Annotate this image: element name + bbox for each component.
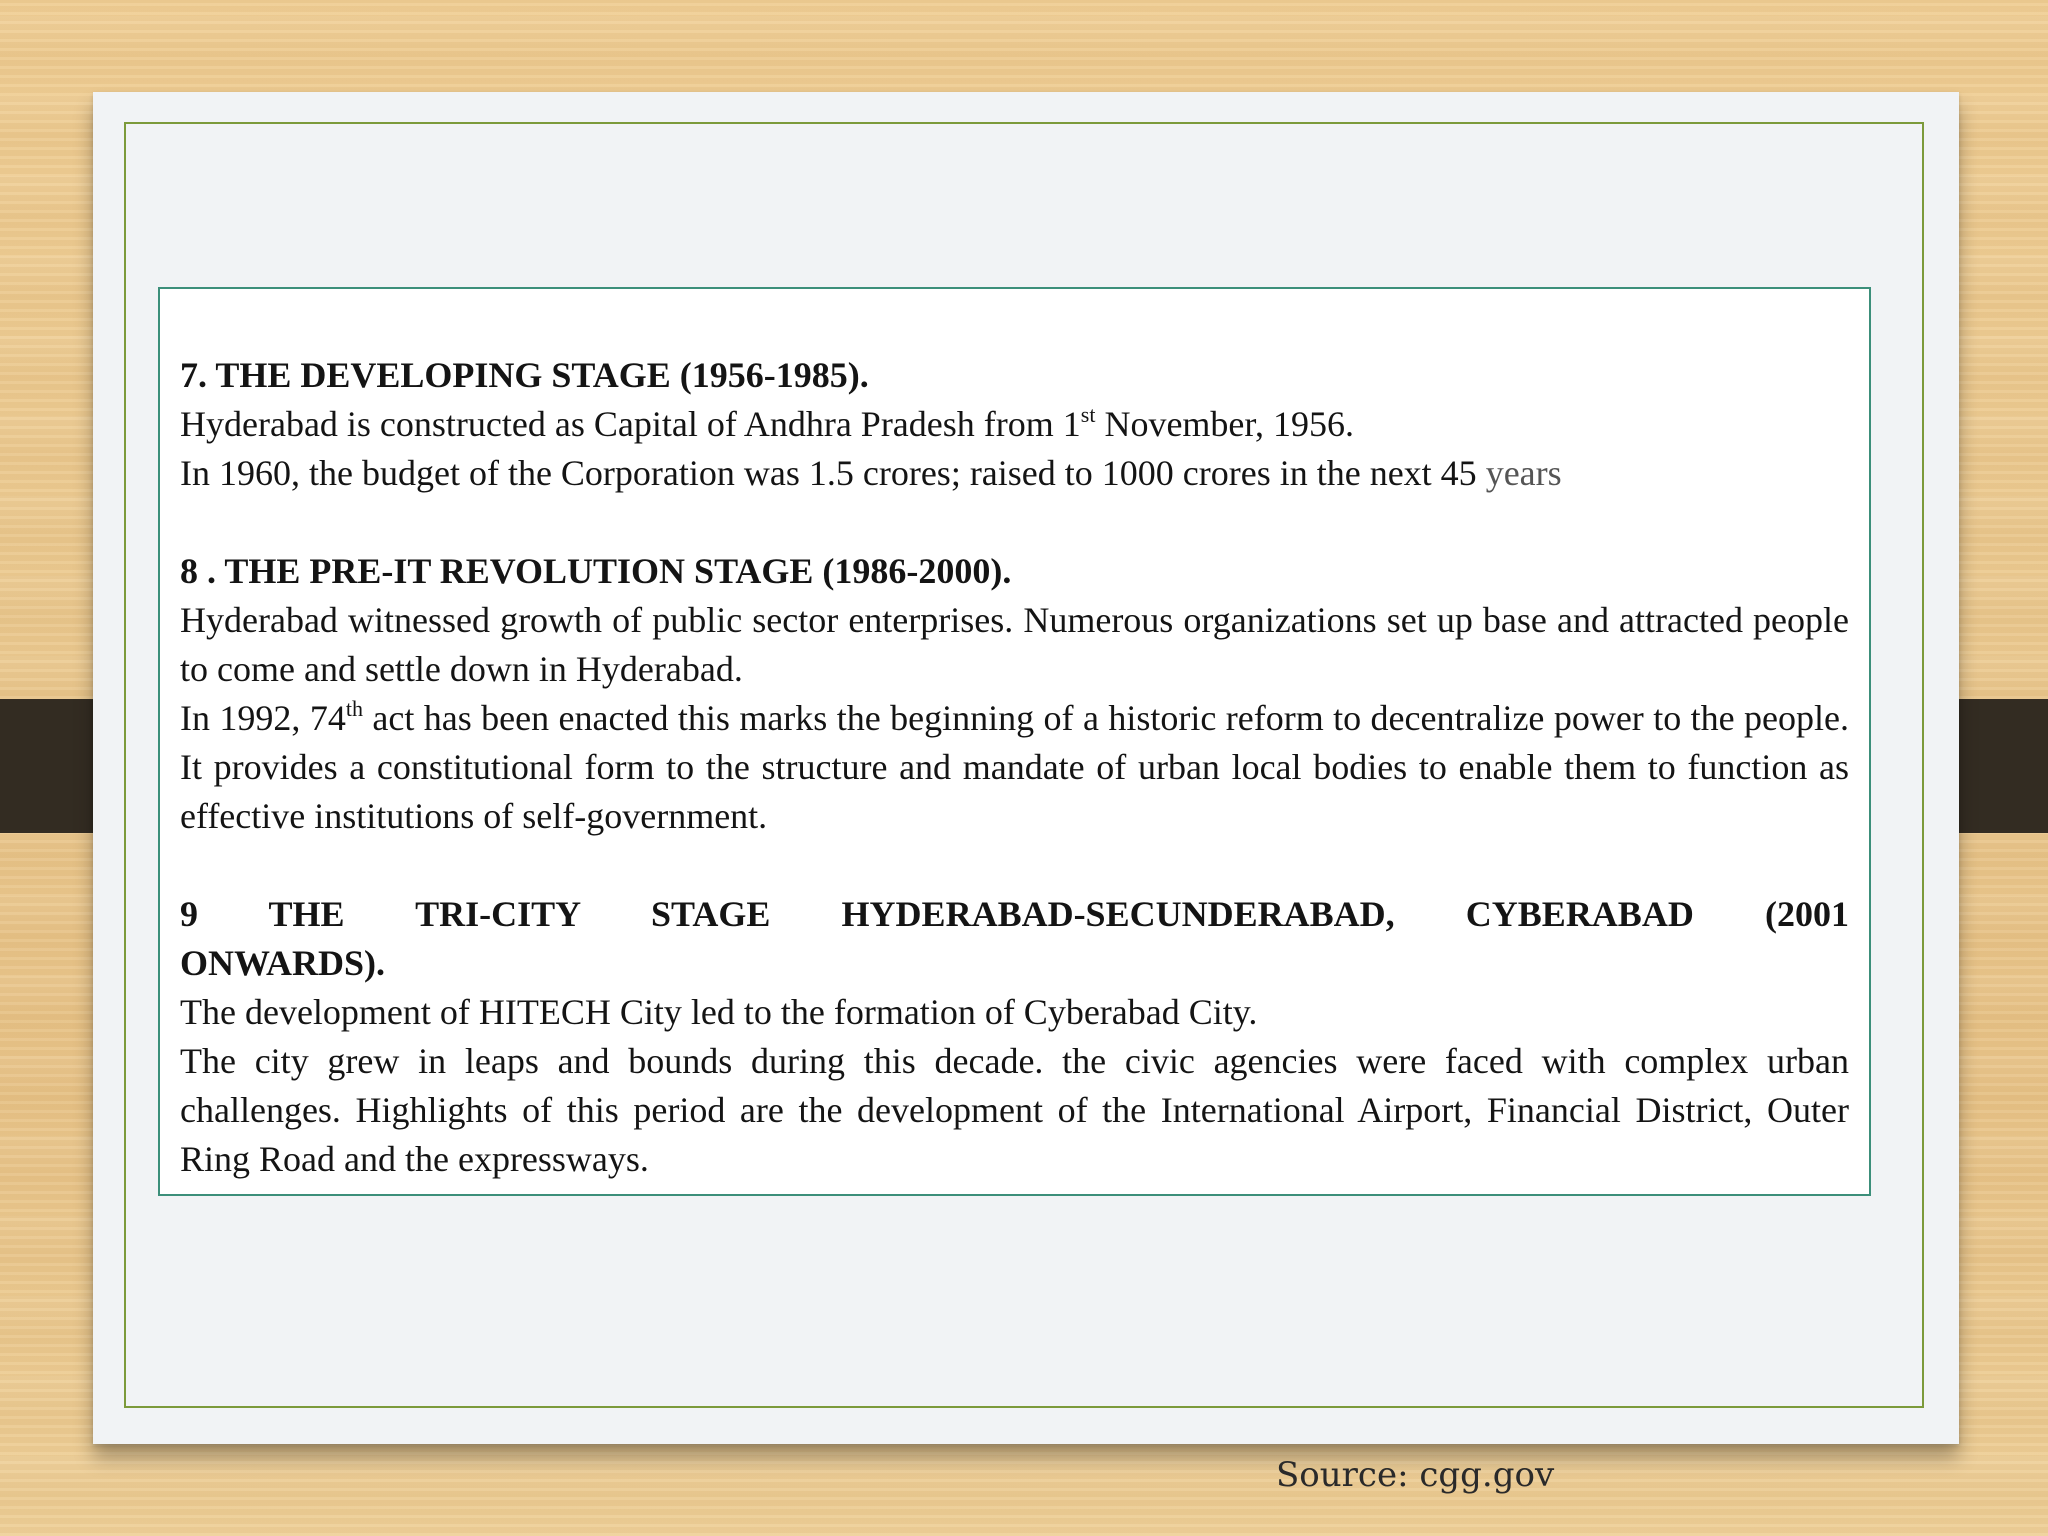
- section-7-line-2-text: In 1960, the budget of the Corporation was 1.5 crores; raised to 1000 crores in the next 45: [180, 453, 1477, 493]
- section-9-para-2: The city grew in leaps and bounds during this decade. the civic agencies were faced with complex urban challenges. Highlights of this period are the development of the International Airport, Financial District, Outer Ring Road and the expressways.: [180, 1041, 1849, 1179]
- section-7-line-1: [180, 400, 1849, 449]
- section-7-heading: 7. THE DEVELOPING STAGE (1956-1985).: [180, 355, 869, 395]
- section-7-line-1-text: Hyderabad is constructed as Capital of Andhra Pradesh from 1: [180, 404, 1081, 444]
- section-9-heading-line-1: 9 THE TRI-CITY STAGE HYDERABAD-SECUNDERABAD, CYBERABAD (2001: [180, 894, 1849, 934]
- section-8-para-2-rest: act has been enacted this marks the beginning of a historic reform to decentralize power to the people. It provides a constitutional form to the structure and mandate of urban local bodies to enable them to function as effective institutions of self-government.: [180, 698, 1849, 836]
- section-9-para-1: The development of HITECH City led to the formation of Cyberabad City.: [180, 992, 1258, 1032]
- section-7-line-1-sup: st: [1080, 402, 1096, 427]
- section-7-line-1-rest: November, 1956.: [1095, 404, 1354, 444]
- spacer: [180, 498, 1849, 547]
- section-8-para-1: Hyderabad witnessed growth of public sector enterprises. Numerous organizations set up base and attracted people to come and settle down in Hyderabad.: [180, 600, 1849, 689]
- source-caption: Source: cgg.gov: [1276, 1455, 1555, 1495]
- section-7-line-2-tail: years: [1476, 453, 1562, 493]
- section-8-para-2-text: In 1992, 74: [180, 698, 346, 738]
- spacer: [180, 841, 1849, 890]
- section-9-heading-line-2: ONWARDS).: [180, 943, 386, 983]
- section-8-para-2-sup: th: [345, 696, 363, 721]
- section-8-heading: 8 . THE PRE-IT REVOLUTION STAGE (1986-2000).: [180, 551, 1012, 591]
- section-8-para-2: [180, 694, 1849, 841]
- section-7-line-2: [180, 449, 1849, 498]
- content-box: [158, 287, 1871, 1196]
